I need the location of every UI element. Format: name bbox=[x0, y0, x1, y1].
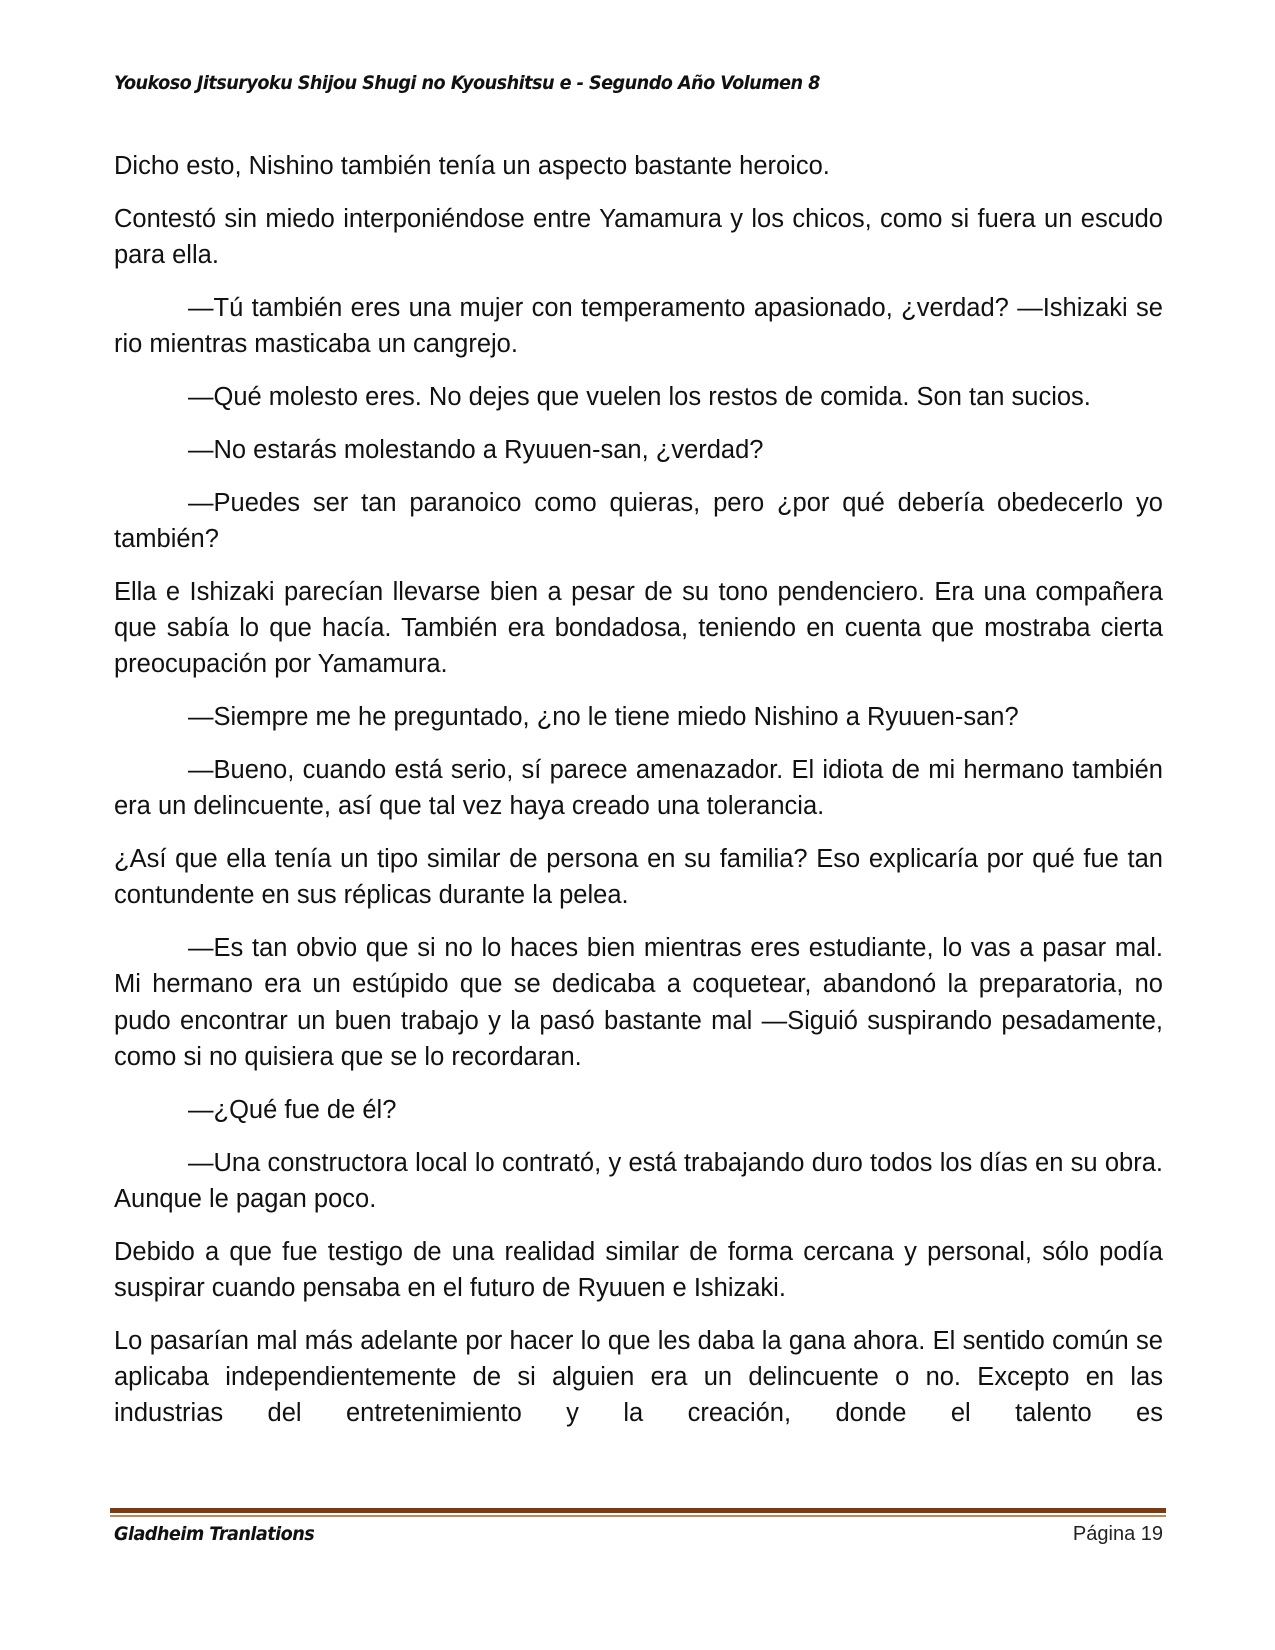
paragraph: Debido a que fue testigo de una realidad similar de forma cercana y personal, sólo podía suspirar cuando pensaba en el futuro de Ryuuen e Ishizaki. bbox=[114, 1237, 1163, 1302]
dialogue-paragraph: —Puedes ser tan paranoico como quieras, pero ¿por qué debería obedecerlo yo también? bbox=[114, 488, 1163, 553]
dialogue-paragraph: —Es tan obvio que si no lo haces bien mientras eres estudiante, lo vas a pasar mal. Mi hermano era un estúpido que se dedicaba a coquetear, abandonó la preparatoria, no pudo encontrar un buen trabajo y la pasó bastante mal —Siguió suspirando pesadamente, como si no quisiera que se lo recordaran. bbox=[114, 934, 1163, 1071]
running-header: Youkoso Jitsuryoku Shijou Shugi no Kyoushitsu e - Segundo Año Volumen 8 bbox=[114, 72, 820, 94]
footer-credit: Gladheim Tranlations bbox=[114, 1523, 315, 1545]
paragraph: Dicho esto, Nishino también tenía un aspecto bastante heroico. bbox=[114, 152, 830, 180]
dialogue-paragraph: —Una constructora local lo contrató, y está trabajando duro todos los días en su obra. Aunque le pagan poco. bbox=[114, 1148, 1163, 1213]
dialogue-paragraph: —No estarás molestando a Ryuuen-san, ¿verdad? bbox=[188, 435, 764, 464]
dialogue-paragraph: —Qué molesto eres. No dejes que vuelen los restos de comida. Son tan sucios. bbox=[188, 382, 1091, 411]
paragraph: ¿Así que ella tenía un tipo similar de persona en su familia? Eso explicaría por qué fue tan contundente en sus réplicas durante la pelea. bbox=[114, 844, 1163, 910]
paragraph: Lo pasarían mal más adelante por hacer lo que les daba la gana ahora. El sentido común se aplicaba independientemente de si alguien era un delincuente o no. Excepto en las industrias del entretenimiento y la creación, donde el talento es bbox=[114, 1326, 1163, 1428]
dialogue-paragraph: —Bueno, cuando está serio, sí parece amenazador. El idiota de mi hermano también era un delincuente, así que tal vez haya creado una tolerancia. bbox=[114, 755, 1163, 821]
footer-rule-thick bbox=[110, 1508, 1166, 1513]
page-number: Página 19 bbox=[1072, 1523, 1163, 1545]
dialogue-paragraph: —¿Qué fue de él? bbox=[188, 1095, 397, 1124]
page-body bbox=[114, 148, 1163, 1448]
paragraph: Ella e Ishizaki parecían llevarse bien a pesar de su tono pendenciero. Era una compañera que sabía lo que hacía. También era bondadosa, teniendo en cuenta que mostraba cierta preocupación por Yamamura. bbox=[114, 577, 1163, 679]
paragraph: Contestó sin miedo interponiéndose entre Yamamura y los chicos, como si fuera un escudo para ella. bbox=[114, 204, 1163, 270]
dialogue-paragraph: —Siempre me he preguntado, ¿no le tiene miedo Nishino a Ryuuen-san? bbox=[188, 703, 1019, 732]
dialogue-paragraph: —Tú también eres una mujer con temperamento apasionado, ¿verdad? —Ishizaki se rio mientras masticaba un cangrejo. bbox=[114, 293, 1163, 359]
footer-rule-thin bbox=[110, 1515, 1166, 1517]
